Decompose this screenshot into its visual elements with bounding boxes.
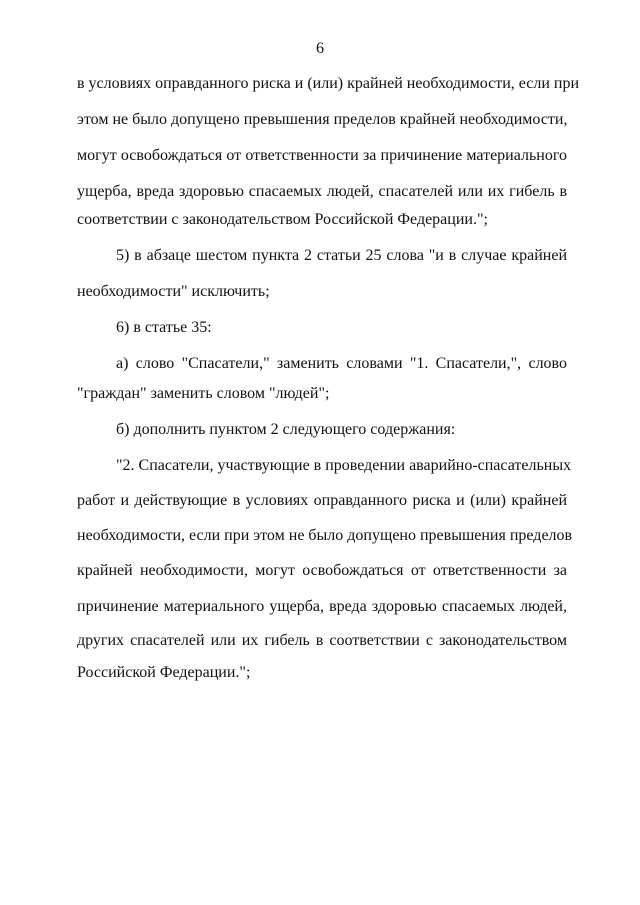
paragraph-first-line: а) слово "Спасатели," заменить словами "1. Спасатели,", слово (116, 355, 567, 372)
text-line: ущерба, вреда здоровью спасаемых людей, спасателей или их гибель в (77, 183, 567, 200)
text-line: соответствии с законодательством Российской Федерации."; (77, 211, 488, 228)
text-line: причинение материального ущерба, вреда здоровью спасаемых людей, (77, 598, 567, 615)
text-line: крайней необходимости, могут освобождаться от ответственности за (77, 562, 567, 579)
paragraph-first-line: б) дополнить пунктом 2 следующего содержания: (116, 421, 456, 438)
text-line: необходимости, если при этом не было допущено превышения пределов (77, 527, 573, 544)
paragraph-first-line: 5) в абзаце шестом пункта 2 статьи 25 слова "и в случае крайней (116, 247, 567, 264)
text-line: Российской Федерации."; (77, 664, 251, 681)
text-line: в условиях оправданного риска и (или) крайней необходимости, если при (77, 75, 580, 92)
paragraph-first-line: "2. Спасатели, участвующие в проведении аварийно-спасательных (116, 457, 572, 474)
page-number: 6 (316, 40, 324, 57)
text-line: необходимости" исключить; (77, 283, 270, 300)
text-line: других спасателей или их гибель в соответствии с законодательством (77, 632, 567, 649)
text-line: этом не было допущено превышения пределов крайней необходимости, (77, 111, 568, 128)
text-line: "граждан" заменить словом "людей"; (77, 385, 330, 402)
text-line: работ и действующие в условиях оправданного риска и (или) крайней (77, 492, 567, 509)
text-line: могут освобождаться от ответственности за причинение материального (77, 147, 567, 164)
paragraph-first-line: 6) в статье 35: (116, 319, 212, 336)
